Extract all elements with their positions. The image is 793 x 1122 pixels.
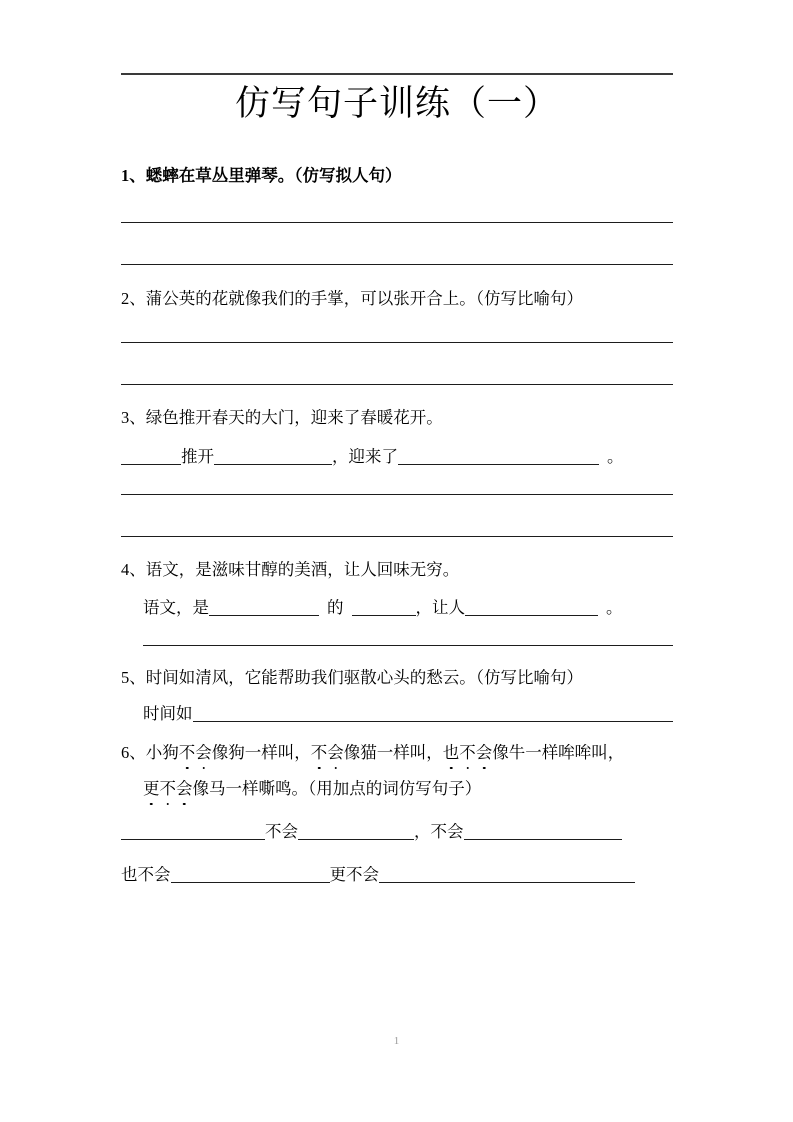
question-2-prompt: 蒲公英的花就像我们的手掌，可以张开合上。（仿写比喻句） [145, 289, 583, 308]
question-3-fill-row [121, 446, 673, 468]
question-6-text-line1 [121, 741, 673, 765]
question-6-number: 6、 [121, 743, 146, 762]
fill-blank[interactable] [298, 822, 414, 840]
page-title: 仿写句子训练（一） [234, 84, 559, 123]
fill-blank[interactable] [193, 704, 673, 722]
question-1-text [121, 164, 673, 188]
question-4-fill-row [121, 597, 673, 619]
question-3-seg2: ，迎来了 [332, 447, 398, 466]
question-6-seg2: ，不会 [414, 822, 464, 841]
question-4-text [121, 558, 673, 582]
question-6-prompt-line1: 小狗不会像狗一样叫，不会像猫一样叫，也不会像牛一样哞哞叫， [146, 743, 625, 762]
question-6-fill-row-1 [121, 821, 673, 843]
question-4-number: 4、 [121, 560, 146, 579]
question-3-seg1: 推开 [181, 447, 214, 466]
question-4-seg0: 语文，是 [143, 598, 209, 617]
fill-blank[interactable] [121, 822, 265, 840]
fill-blank[interactable] [398, 447, 599, 465]
header-rule [121, 73, 673, 75]
question-3-text [121, 406, 673, 430]
question-5-fill-row [121, 703, 673, 725]
question-4-prompt: 语文，是滋味甘醇的美酒，让人回味无穷。 [145, 560, 460, 579]
question-3-prompt: 绿色推开春天的大门，迎来了春暖花开。 [145, 408, 443, 427]
fill-blank[interactable] [352, 598, 416, 616]
fill-blank[interactable] [171, 865, 330, 883]
fill-blank[interactable] [209, 598, 319, 616]
question-6-text-line2 [121, 777, 673, 801]
question-3-number: 3、 [121, 408, 146, 427]
question-4-seg1: 的 [327, 598, 344, 617]
fill-blank[interactable] [465, 598, 598, 616]
question-1-number: 1、 [121, 166, 146, 185]
question-6-seg3: 也不会 [121, 865, 171, 884]
question-3-seg3: 。 [607, 447, 624, 466]
question-5-seg0: 时间如 [143, 704, 193, 723]
fill-blank[interactable] [379, 865, 635, 883]
question-5-text [121, 666, 673, 690]
question-4-seg2: ，让人 [415, 598, 465, 617]
question-4-seg3: 。 [606, 598, 623, 617]
question-2-text [121, 287, 673, 311]
question-5-prompt: 时间如清风，它能帮助我们驱散心头的愁云。（仿写比喻句） [145, 668, 583, 687]
question-6-prompt-line2: 更不会像马一样嘶鸣。（用加点的词仿写句子） [143, 779, 481, 798]
page-number: 1 [393, 1035, 400, 1047]
question-5-number: 5、 [121, 668, 146, 687]
questions-container [121, 150, 673, 886]
fill-blank[interactable] [464, 822, 622, 840]
fill-blank[interactable] [121, 447, 181, 465]
question-6-seg4: 更不会 [329, 865, 379, 884]
question-6-seg1: 不会 [265, 822, 298, 841]
fill-blank[interactable] [214, 447, 332, 465]
question-2-number: 2、 [121, 289, 146, 308]
question-6-fill-row-2 [121, 864, 673, 886]
question-1-prompt: 蟋蟀在草丛里弹琴。（仿写拟人句） [145, 166, 402, 185]
